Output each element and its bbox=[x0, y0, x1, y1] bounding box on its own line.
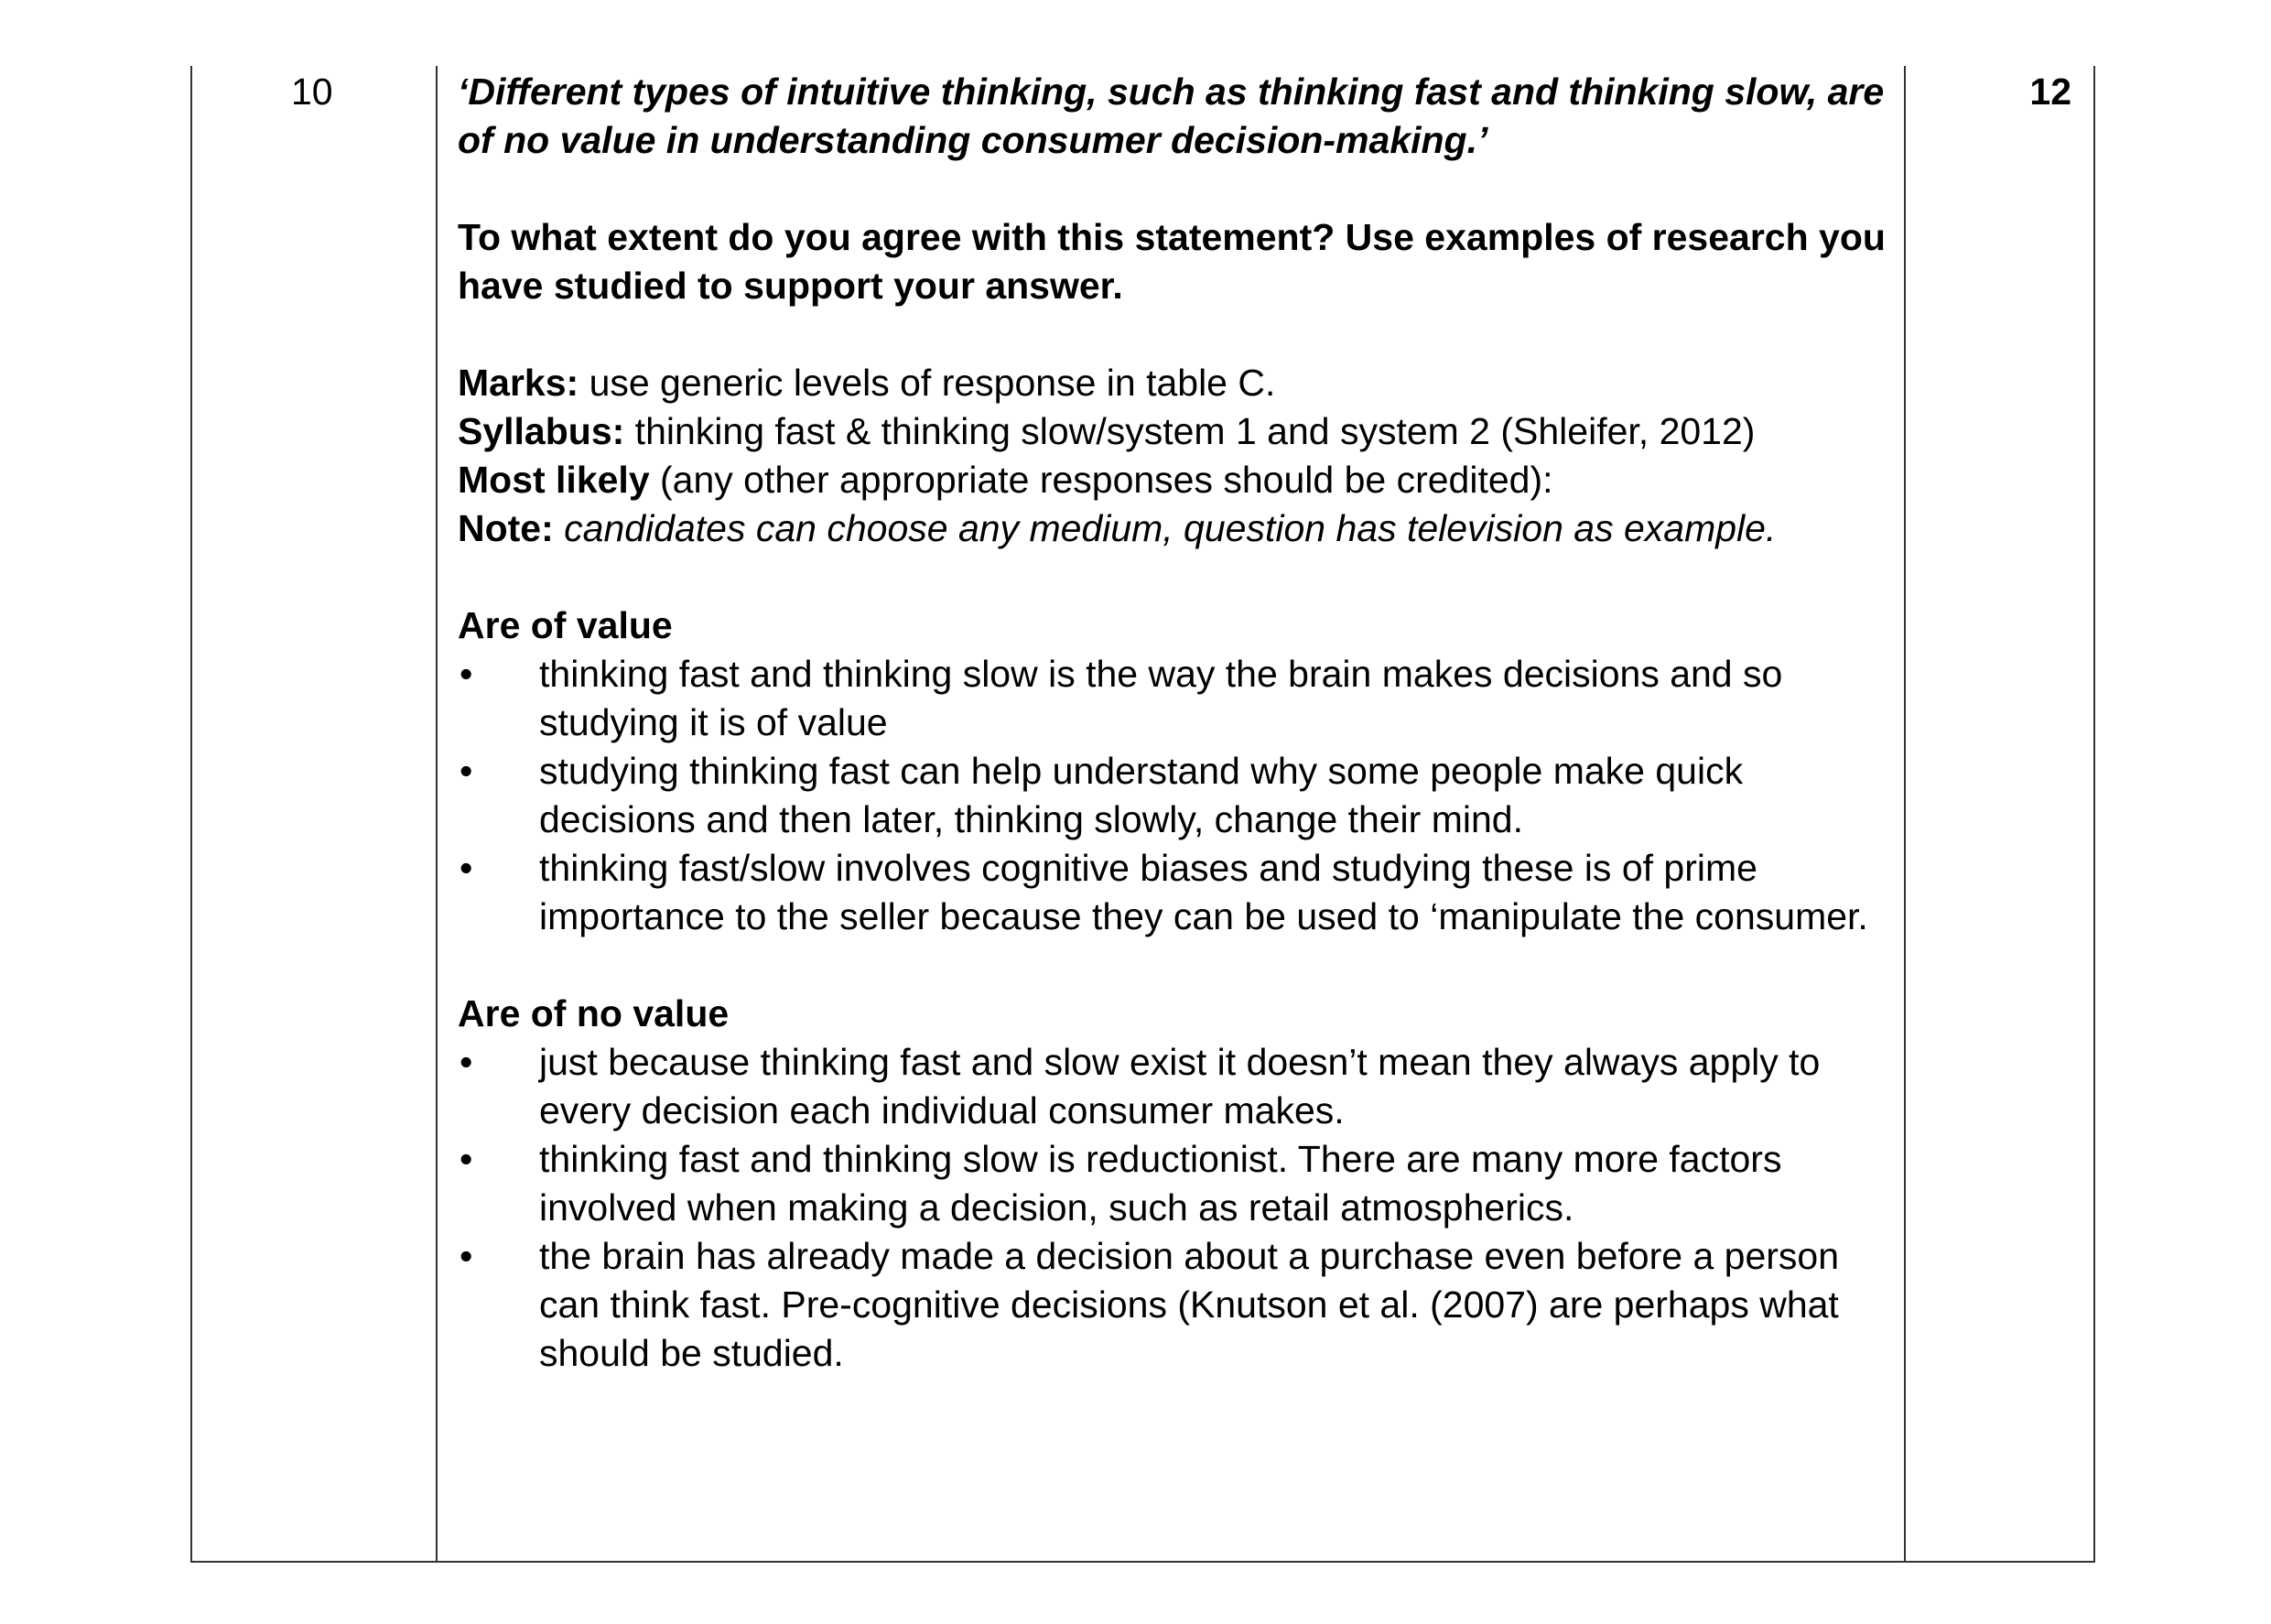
syllabus-text: thinking fast & thinking slow/system 1 and system 2 (Shleifer, 2012) bbox=[624, 410, 1756, 452]
column-divider bbox=[436, 66, 438, 1561]
section-heading-no-value: Are of no value bbox=[458, 992, 730, 1034]
syllabus-label: Syllabus: bbox=[458, 410, 625, 452]
marks-text: use generic levels of response in table C. bbox=[579, 362, 1276, 404]
note-text: candidates can choose any medium, question has television as example. bbox=[553, 507, 1777, 549]
answer-guidance bbox=[458, 68, 1895, 1378]
value-bullet-list bbox=[458, 650, 1895, 941]
bullet-icon: • bbox=[460, 750, 473, 792]
list-item: • thinking fast and thinking slow is reductionist. There are many more factors involved when making a decision, such as retail atmospherics. bbox=[458, 1135, 1895, 1232]
list-item: • thinking fast and thinking slow is the way the brain makes decisions and so studying it is of value bbox=[458, 650, 1895, 747]
most-likely-text: (any other appropriate responses should be credited): bbox=[649, 459, 1553, 501]
syllabus-line bbox=[458, 407, 1895, 456]
mark-scheme-table bbox=[190, 66, 2095, 1563]
marks-line bbox=[458, 359, 1895, 407]
bullet-icon: • bbox=[460, 1138, 473, 1180]
list-item: • studying thinking fast can help understand why some people make quick decisions and then later, thinking slowly, change their mind. bbox=[458, 747, 1895, 844]
list-item: • just because thinking fast and slow exist it doesn’t mean they always apply to every decision each individual consumer makes. bbox=[458, 1038, 1895, 1135]
bullet-icon: • bbox=[460, 653, 473, 695]
note-line bbox=[458, 504, 1895, 553]
section-heading-value: Are of value bbox=[458, 604, 673, 646]
bullet-icon: • bbox=[460, 1041, 473, 1083]
marks-total: 12 bbox=[2029, 70, 2071, 113]
list-item: • thinking fast/slow involves cognitive biases and studying these is of prime importance to the seller because they can be used to ‘manipulate the consumer. bbox=[458, 844, 1895, 941]
most-likely-label: Most likely bbox=[458, 459, 650, 501]
question-instruction: To what extent do you agree with this statement? Use examples of research you have studied to support your answer. bbox=[458, 216, 1886, 307]
list-item: • the brain has already made a decision about a purchase even before a person can think fast. Pre-cognitive decisions (Knutson et al. (2007) are perhaps what should be studied. bbox=[458, 1232, 1895, 1378]
note-label: Note: bbox=[458, 507, 554, 549]
bullet-icon: • bbox=[460, 1235, 473, 1277]
no-value-bullet-list bbox=[458, 1038, 1895, 1378]
most-likely-line bbox=[458, 456, 1895, 504]
bullet-icon: • bbox=[460, 847, 473, 889]
column-divider bbox=[1904, 66, 1906, 1561]
marks-label: Marks: bbox=[458, 362, 579, 404]
question-number: 10 bbox=[291, 70, 333, 113]
question-statement: ‘Different types of intuitive thinking, such as thinking fast and thinking slow, are of no value in understanding consumer decision-making.’ bbox=[458, 70, 1885, 161]
